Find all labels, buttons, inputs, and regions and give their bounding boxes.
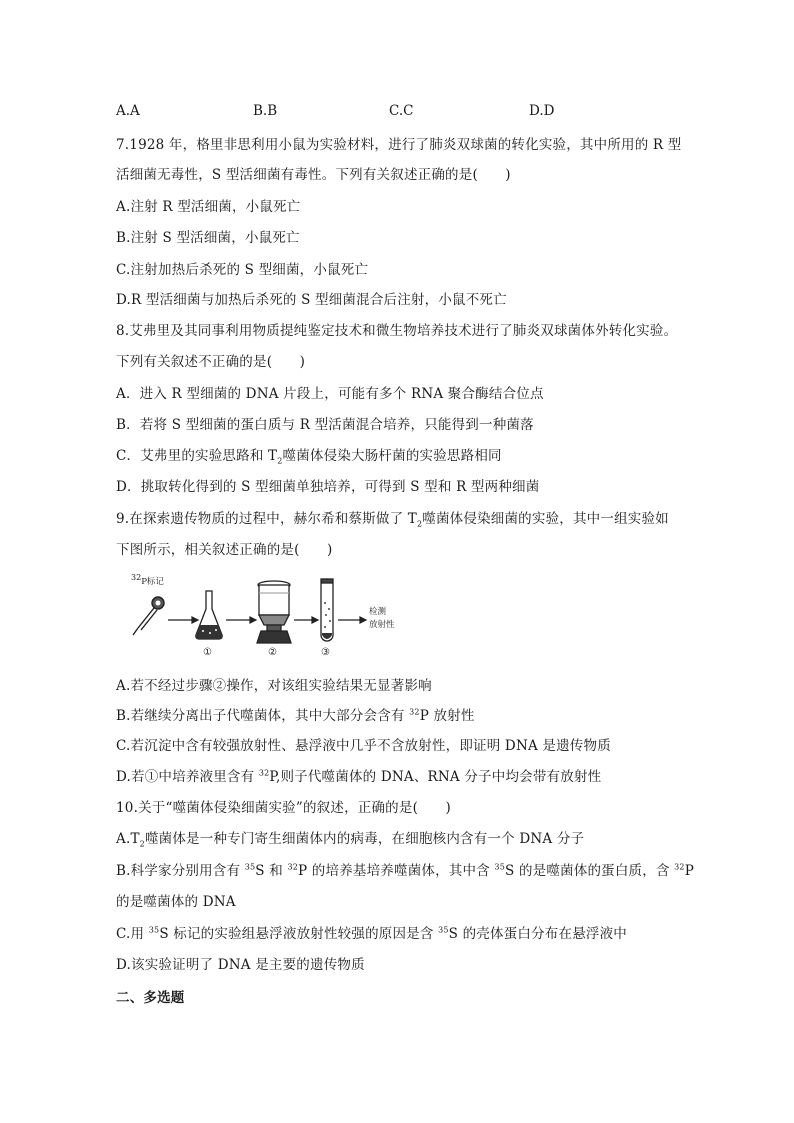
q10-option-c-post: S 的壳体蛋白分布在悬浮液中 (448, 926, 627, 942)
q6-option-c: C.C (389, 103, 414, 119)
q10-option-b-p4: S 的是噬菌体的蛋白质，含 (505, 863, 675, 879)
flask-icon (196, 591, 222, 639)
section-heading-multiple-choice: 二、多选题 (116, 990, 185, 1006)
q7-option-d: D.R 型活细菌与加热后杀死的 S 型细菌混合后注射，小鼠不死亡 (116, 292, 507, 308)
q10-option-c-mid: S 标记的实验组悬浮液放射性较强的原因是含 (159, 926, 439, 942)
q8-stem-line1: 8.艾弗里及其同事利用物质提纯鉴定技术和微生物培养技术进行了肺炎双球菌体外转化实验。 (116, 323, 678, 339)
q6-option-b: B.B (253, 103, 278, 119)
q10-option-a (116, 829, 584, 849)
q7-option-c: C.注射加热后杀死的 S 型细菌，小鼠死亡 (116, 262, 369, 278)
q9-option-d (116, 767, 601, 787)
q10-option-b-p2: S 和 (255, 863, 288, 879)
q8-option-c-post: 噬菌体侵染大肠杆菌的实验思路相同 (282, 448, 502, 464)
test-tube-icon (321, 579, 333, 641)
figure-detect-line1: 检测 (369, 607, 387, 617)
dropper-icon (133, 597, 164, 635)
q7-stem-line2: 活细菌无毒性，S 型活细菌有毒性。下列有关叙述正确的是( ) (116, 167, 511, 183)
q8-option-c-sub: 2 (277, 456, 283, 466)
arrow-icon (226, 617, 256, 623)
q6-options (116, 103, 636, 123)
q9-stem-line1 (116, 509, 669, 529)
q10-option-d: D.该实验证明了 DNA 是主要的遗传物质 (116, 957, 365, 973)
q9-option-b-pre: B.若继续分离出子代噬菌体，其中大部分会含有 (116, 708, 410, 724)
q6-option-a: A.A (116, 103, 140, 119)
figure-step-2: ② (268, 647, 277, 658)
figure-detect-line2: 放射性 (369, 620, 395, 630)
q9-option-b-post: P 放射性 (419, 708, 475, 724)
q10-option-b-line1 (116, 861, 694, 881)
blender-icon (257, 581, 291, 643)
figure-label-text: P标记 (141, 577, 164, 587)
q7-option-a: A.注射 R 型活细菌，小鼠死亡 (116, 199, 301, 215)
q10-option-b-sup4: 32 (674, 862, 685, 872)
q8-stem-line2: 下列有关叙述不正确的是( ) (116, 354, 306, 370)
q10-option-c-sup1: 35 (148, 925, 160, 935)
q9-stem-line2: 下图所示，相关叙述正确的是( ) (116, 542, 333, 558)
q10-option-b-sup1: 35 (244, 862, 256, 872)
q8-option-c (116, 446, 502, 466)
q10-option-a-sub: 2 (139, 839, 145, 849)
q8-option-c-pre: C．艾弗里的实验思路和 T (116, 448, 278, 464)
q9-option-a: A.若不经过步骤②操作，对该组实验结果无显著影响 (116, 678, 432, 694)
q8-option-b: B．若将 S 型细菌的蛋白质与 R 型活菌混合培养，只能得到一种菌落 (116, 417, 534, 433)
q8-option-d: D．挑取转化得到的 S 型细菌单独培养，可得到 S 型和 R 型两种细菌 (116, 479, 540, 495)
q10-option-b-sup3: 35 (494, 862, 505, 872)
q10-option-a-post: 噬菌体是一种专门寄生细菌体内的病毒，在细胞核内含有一个 DNA 分子 (144, 831, 585, 847)
q9-stem-sub: 2 (416, 519, 423, 529)
q10-option-c-sup2: 35 (438, 925, 449, 935)
figure-label-sup: 32 (131, 573, 142, 583)
q10-option-a-pre: A.T (116, 831, 140, 847)
q10-option-b-sup2: 32 (287, 862, 299, 872)
q10-stem: 10.关于“噬菌体侵染细菌实验”的叙述，正确的是( ) (116, 800, 451, 816)
q10-option-c (116, 924, 627, 944)
q10-option-b-p5: P (684, 863, 695, 879)
q6-option-d: D.D (529, 103, 555, 119)
q10-option-b-line2: 的是噬菌体的 DNA (116, 894, 236, 910)
q10-option-b-p3: P 的培养基培养噬菌体，其中含 (298, 863, 495, 879)
q7-option-b: B.注射 S 型活细菌，小鼠死亡 (116, 230, 300, 246)
q10-option-c-pre: C.用 (116, 926, 149, 942)
q9-option-b-sup: 32 (409, 707, 420, 717)
q9-option-c: C.若沉淀中含有较强放射性、悬浮液中几乎不含放射性，即证明 DNA 是遗传物质 (116, 738, 611, 754)
arrow-icon (168, 617, 198, 623)
q10-option-b-p1: B.科学家分别用含有 (116, 863, 245, 879)
q9-option-d-post: P,则子代噬菌体的 DNA、RNA 分子中均会带有放射性 (269, 769, 602, 785)
q9-option-d-pre: D.若①中培养液里含有 (116, 769, 259, 785)
q8-option-a: A．进入 R 型细菌的 DNA 片段上，可能有多个 RNA 聚合酶结合位点 (116, 386, 544, 402)
q9-experiment-figure (128, 573, 428, 663)
q9-stem-pre: 9.在探索遗传物质的过程中，赫尔希和蔡斯做了 T (116, 511, 417, 527)
arrow-icon (294, 617, 318, 623)
q7-stem-line1: 7.1928 年，格里非思利用小鼠为实验材料，进行了肺炎双球菌的转化实验，其中所用的 R 型 (116, 137, 682, 153)
arrow-icon (338, 617, 366, 623)
q9-option-b (116, 706, 475, 726)
figure-step-1: ① (203, 647, 212, 658)
figure-step-3: ③ (321, 647, 330, 658)
q9-stem-post: 噬菌体侵染细菌的实验，其中一组实验如 (422, 511, 669, 527)
figure-label-p32 (131, 575, 164, 587)
q9-option-d-sup: 32 (258, 768, 270, 778)
